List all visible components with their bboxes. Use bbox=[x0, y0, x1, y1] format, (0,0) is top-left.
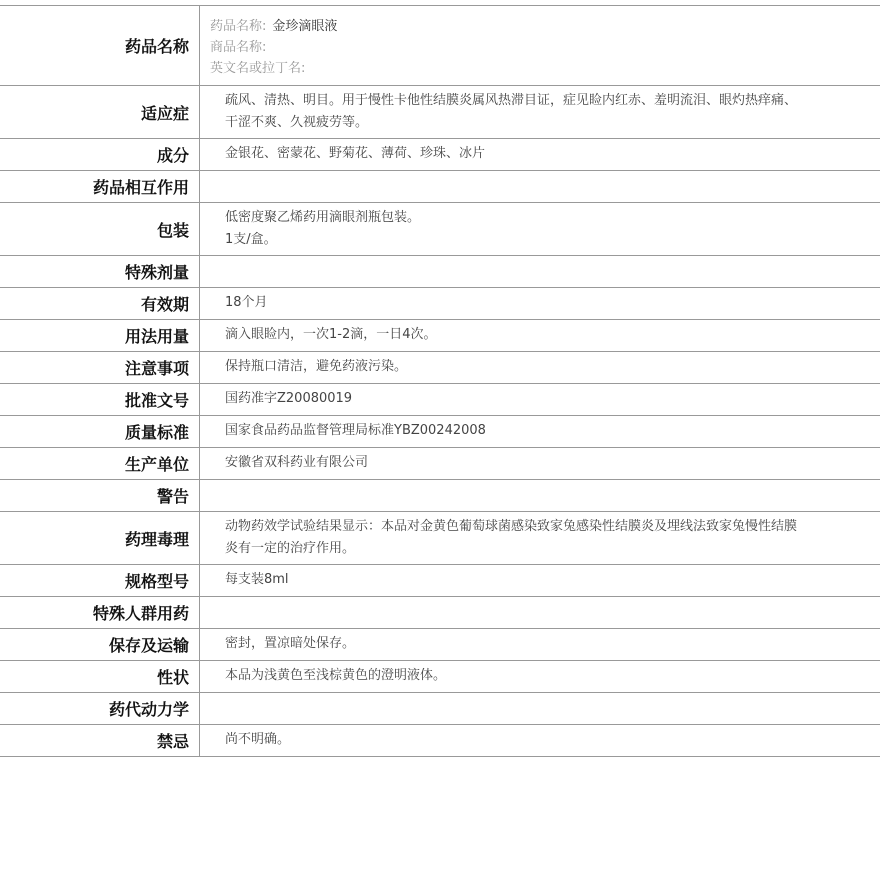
row-value bbox=[200, 597, 880, 629]
row-value: 滴入眼睑内，一次1-2滴，一日4次。 bbox=[225, 327, 437, 342]
row-value: 国家食品药品监督管理局标准YBZ00242008 bbox=[225, 423, 486, 438]
row-precautions bbox=[0, 352, 880, 384]
row-value: 动物药效学试验结果显示：本品对金黄色葡萄球菌感染致家兔感染性结膜炎及埋线法致家兔慢性结膜炎有一定的治疗作用。 bbox=[225, 519, 798, 556]
row-value bbox=[200, 256, 880, 288]
row-label: 批准文号 bbox=[0, 384, 200, 416]
row-label: 适应症 bbox=[0, 86, 200, 139]
row-pharmacokinetics bbox=[0, 693, 880, 725]
row-label: 成分 bbox=[0, 139, 200, 171]
row-label: 药理毒理 bbox=[0, 512, 200, 565]
generic-name-value: 金珍滴眼液 bbox=[272, 19, 338, 34]
row-value: 金银花、密蒙花、野菊花、薄荷、珍珠、冰片 bbox=[225, 146, 486, 161]
row-label: 包装 bbox=[0, 203, 200, 256]
row-ingredients bbox=[0, 139, 880, 171]
row-special-populations bbox=[0, 597, 880, 629]
row-value: 安徽省双科药业有限公司 bbox=[225, 455, 369, 470]
row-shelf-life bbox=[0, 288, 880, 320]
drug-spec-table bbox=[0, 5, 880, 757]
row-specification bbox=[0, 565, 880, 597]
trade-name-key: 商品名称: bbox=[210, 40, 267, 55]
row-pharmacology bbox=[0, 512, 880, 565]
row-label: 规格型号 bbox=[0, 565, 200, 597]
row-value: 18个月 bbox=[225, 295, 268, 310]
row-drug-name bbox=[0, 6, 880, 86]
trade-name-line bbox=[210, 37, 860, 58]
row-label: 警告 bbox=[0, 480, 200, 512]
row-label: 性状 bbox=[0, 661, 200, 693]
row-label: 药代动力学 bbox=[0, 693, 200, 725]
row-label: 生产单位 bbox=[0, 448, 200, 480]
packaging-line-2: 1支/盒。 bbox=[225, 232, 277, 247]
row-special-dosage bbox=[0, 256, 880, 288]
row-dosage bbox=[0, 320, 880, 352]
row-storage bbox=[0, 629, 880, 661]
row-label: 保存及运输 bbox=[0, 629, 200, 661]
row-contraindications bbox=[0, 725, 880, 757]
row-appearance bbox=[0, 661, 880, 693]
row-value: 疏风、清热、明目。用于慢性卡他性结膜炎属风热滞目证，症见睑内红赤、羞明流泪、眼灼热痒痛、干涩不爽、久视疲劳等。 bbox=[225, 93, 798, 130]
row-label: 药品相互作用 bbox=[0, 171, 200, 203]
generic-name-line bbox=[210, 16, 860, 37]
row-packaging bbox=[0, 203, 880, 256]
row-label: 药品名称 bbox=[0, 6, 200, 86]
packaging-line-1: 低密度聚乙烯药用滴眼剂瓶包装。 bbox=[225, 210, 421, 225]
row-indications bbox=[0, 86, 880, 139]
row-value bbox=[200, 203, 880, 256]
row-label: 特殊人群用药 bbox=[0, 597, 200, 629]
row-label: 用法用量 bbox=[0, 320, 200, 352]
generic-name-key: 药品名称: bbox=[210, 19, 267, 34]
english-name-line bbox=[210, 58, 860, 79]
row-manufacturer bbox=[0, 448, 880, 480]
row-value: 本品为浅黄色至浅棕黄色的澄明液体。 bbox=[225, 668, 447, 683]
row-value bbox=[200, 6, 880, 86]
row-interactions bbox=[0, 171, 880, 203]
row-label: 有效期 bbox=[0, 288, 200, 320]
row-value: 国药准字Z20080019 bbox=[225, 391, 353, 406]
row-label: 禁忌 bbox=[0, 725, 200, 757]
row-label: 注意事项 bbox=[0, 352, 200, 384]
row-value: 尚不明确。 bbox=[225, 732, 291, 747]
row-label: 特殊剂量 bbox=[0, 256, 200, 288]
row-value: 保持瓶口清洁，避免药液污染。 bbox=[225, 359, 408, 374]
row-value bbox=[200, 693, 880, 725]
english-name-key: 英文名或拉丁名: bbox=[210, 61, 306, 76]
row-value bbox=[200, 171, 880, 203]
row-warning bbox=[0, 480, 880, 512]
row-value bbox=[200, 480, 880, 512]
row-value: 密封，置凉暗处保存。 bbox=[225, 636, 356, 651]
row-label: 质量标准 bbox=[0, 416, 200, 448]
row-approval-number bbox=[0, 384, 880, 416]
row-value: 每支装8ml bbox=[225, 572, 289, 587]
row-quality-standard bbox=[0, 416, 880, 448]
